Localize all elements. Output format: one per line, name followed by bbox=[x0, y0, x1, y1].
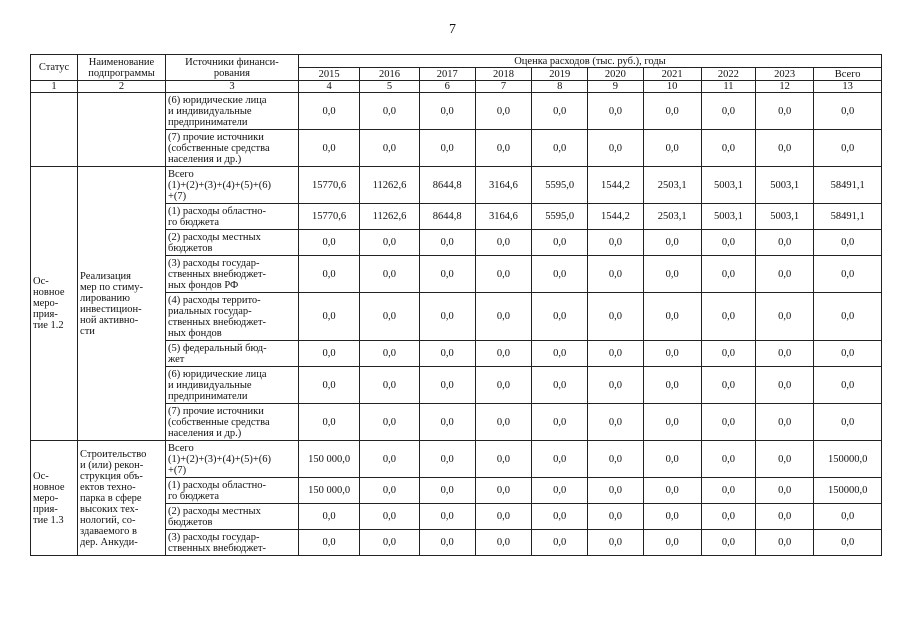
activity-status bbox=[31, 167, 78, 441]
total-value: 58491,1 bbox=[814, 167, 882, 204]
year-value: 0,0 bbox=[643, 93, 701, 130]
year-value: 15770,6 bbox=[298, 204, 359, 230]
column-index: 9 bbox=[588, 81, 643, 93]
table-row bbox=[31, 441, 882, 478]
year-value: 3164,6 bbox=[475, 167, 531, 204]
year-value: 0,0 bbox=[360, 230, 419, 256]
total-value: 150000,0 bbox=[814, 441, 882, 478]
total-value: 0,0 bbox=[814, 504, 882, 530]
year-value: 0,0 bbox=[475, 441, 531, 478]
year-value: 0,0 bbox=[475, 504, 531, 530]
year-value: 0,0 bbox=[701, 230, 755, 256]
activity-status bbox=[31, 441, 78, 556]
year-value: 0,0 bbox=[756, 256, 814, 293]
year-value: 0,0 bbox=[419, 404, 475, 441]
year-value: 0,0 bbox=[475, 367, 531, 404]
funding-source bbox=[165, 478, 298, 504]
funding-source bbox=[165, 441, 298, 478]
year-value: 8644,8 bbox=[419, 167, 475, 204]
year-value: 0,0 bbox=[701, 293, 755, 341]
year-value: 0,0 bbox=[419, 256, 475, 293]
year-value: 0,0 bbox=[643, 230, 701, 256]
year-value: 0,0 bbox=[419, 293, 475, 341]
year-value: 0,0 bbox=[360, 441, 419, 478]
year-value: 0,0 bbox=[701, 341, 755, 367]
year-value: 150 000,0 bbox=[298, 441, 359, 478]
year-value: 0,0 bbox=[532, 230, 588, 256]
activity-name bbox=[78, 93, 166, 167]
header-year: 2023 bbox=[756, 68, 814, 81]
year-value: 0,0 bbox=[298, 367, 359, 404]
year-value: 0,0 bbox=[419, 530, 475, 556]
year-value: 0,0 bbox=[701, 504, 755, 530]
year-value: 0,0 bbox=[588, 504, 643, 530]
header-year: 2022 bbox=[701, 68, 755, 81]
activity-name bbox=[78, 441, 166, 556]
funding-source bbox=[165, 504, 298, 530]
year-value: 0,0 bbox=[532, 404, 588, 441]
table-row bbox=[31, 93, 882, 130]
year-value: 0,0 bbox=[756, 130, 814, 167]
column-index: 11 bbox=[701, 81, 755, 93]
year-value: 0,0 bbox=[475, 530, 531, 556]
year-value: 0,0 bbox=[756, 441, 814, 478]
year-value: 0,0 bbox=[475, 478, 531, 504]
year-value: 0,0 bbox=[701, 530, 755, 556]
year-value: 0,0 bbox=[588, 93, 643, 130]
year-value: 0,0 bbox=[643, 341, 701, 367]
funding-source-text: (2) расходы местных бюджетов bbox=[167, 505, 261, 528]
column-index: 1 bbox=[31, 81, 78, 93]
year-value: 5003,1 bbox=[756, 167, 814, 204]
year-value: 0,0 bbox=[475, 230, 531, 256]
year-value: 0,0 bbox=[701, 256, 755, 293]
table-body bbox=[31, 93, 882, 556]
year-value: 0,0 bbox=[532, 441, 588, 478]
year-value: 0,0 bbox=[298, 130, 359, 167]
funding-source-text: (5) федеральный бюд- жет bbox=[167, 342, 267, 365]
year-value: 0,0 bbox=[360, 404, 419, 441]
year-value: 0,0 bbox=[701, 478, 755, 504]
year-value: 0,0 bbox=[756, 478, 814, 504]
total-value: 150000,0 bbox=[814, 478, 882, 504]
page-number: 7 bbox=[449, 22, 456, 37]
funding-source bbox=[165, 404, 298, 441]
year-value: 0,0 bbox=[475, 293, 531, 341]
year-value: 1544,2 bbox=[588, 167, 643, 204]
year-value: 0,0 bbox=[360, 530, 419, 556]
year-value: 0,0 bbox=[419, 441, 475, 478]
funding-source-text: (1) расходы областно- го бюджета bbox=[167, 205, 266, 228]
year-value: 5003,1 bbox=[701, 204, 755, 230]
year-value: 0,0 bbox=[475, 404, 531, 441]
year-value: 0,0 bbox=[532, 256, 588, 293]
year-value: 5003,1 bbox=[701, 167, 755, 204]
year-value: 0,0 bbox=[588, 367, 643, 404]
total-value: 0,0 bbox=[814, 130, 882, 167]
year-value: 0,0 bbox=[588, 293, 643, 341]
year-value: 0,0 bbox=[475, 256, 531, 293]
funding-source bbox=[165, 367, 298, 404]
table-row bbox=[31, 167, 882, 204]
year-value: 0,0 bbox=[360, 341, 419, 367]
year-value: 11262,6 bbox=[360, 204, 419, 230]
column-index: 4 bbox=[298, 81, 359, 93]
funding-source bbox=[165, 204, 298, 230]
year-value: 0,0 bbox=[588, 230, 643, 256]
header-year: 2019 bbox=[532, 68, 588, 81]
activity-status bbox=[31, 93, 78, 167]
year-value: 5595,0 bbox=[532, 204, 588, 230]
funding-source bbox=[165, 167, 298, 204]
year-value: 0,0 bbox=[360, 367, 419, 404]
funding-source bbox=[165, 130, 298, 167]
header-year: Всего bbox=[814, 68, 882, 81]
header-year: 2020 bbox=[588, 68, 643, 81]
year-value: 0,0 bbox=[643, 293, 701, 341]
year-value: 0,0 bbox=[298, 530, 359, 556]
year-value: 0,0 bbox=[475, 130, 531, 167]
header-year: 2018 bbox=[475, 68, 531, 81]
funding-source-text: Всего (1)+(2)+(3)+(4)+(5)+(6) +(7) bbox=[167, 442, 272, 476]
year-value: 0,0 bbox=[756, 404, 814, 441]
year-value: 0,0 bbox=[532, 367, 588, 404]
year-value: 0,0 bbox=[360, 293, 419, 341]
column-index: 2 bbox=[78, 81, 166, 93]
total-value: 0,0 bbox=[814, 530, 882, 556]
year-value: 0,0 bbox=[643, 404, 701, 441]
year-value: 0,0 bbox=[419, 504, 475, 530]
year-value: 0,0 bbox=[643, 367, 701, 404]
year-value: 0,0 bbox=[475, 93, 531, 130]
funding-source bbox=[165, 93, 298, 130]
year-value: 2503,1 bbox=[643, 167, 701, 204]
activity-name-text: Строительство и (или) рекон- струкция объ- ектов техно- парка в сфере высоких тех- нологий, со- здаваемого в дер. Анкуди- bbox=[80, 448, 147, 548]
year-value: 15770,6 bbox=[298, 167, 359, 204]
funding-source-text: Всего (1)+(2)+(3)+(4)+(5)+(6) +(7) bbox=[167, 168, 272, 202]
year-value: 0,0 bbox=[419, 230, 475, 256]
funding-source bbox=[165, 341, 298, 367]
total-value: 0,0 bbox=[814, 404, 882, 441]
column-index: 3 bbox=[165, 81, 298, 93]
year-value: 0,0 bbox=[643, 530, 701, 556]
year-value: 0,0 bbox=[419, 367, 475, 404]
column-index: 13 bbox=[814, 81, 882, 93]
year-value: 150 000,0 bbox=[298, 478, 359, 504]
funding-source-text: (3) расходы государ- ственных внебюджет- bbox=[167, 531, 267, 554]
total-value: 0,0 bbox=[814, 256, 882, 293]
column-index: 5 bbox=[360, 81, 419, 93]
year-value: 0,0 bbox=[756, 293, 814, 341]
year-value: 0,0 bbox=[419, 478, 475, 504]
column-index: 12 bbox=[756, 81, 814, 93]
year-value: 0,0 bbox=[475, 341, 531, 367]
funding-source-text: (6) юридические лица и индивидуальные предприниматели bbox=[167, 368, 267, 402]
year-value: 5595,0 bbox=[532, 167, 588, 204]
year-value: 0,0 bbox=[532, 293, 588, 341]
year-value: 0,0 bbox=[298, 256, 359, 293]
year-value: 0,0 bbox=[588, 478, 643, 504]
year-value: 0,0 bbox=[588, 256, 643, 293]
year-value: 0,0 bbox=[588, 404, 643, 441]
year-value: 0,0 bbox=[532, 478, 588, 504]
activity-status-text: Ос- новное меро- прия- тие 1.3 bbox=[33, 470, 65, 526]
year-value: 0,0 bbox=[360, 478, 419, 504]
year-value: 1544,2 bbox=[588, 204, 643, 230]
header-expense-estimate: Оценка расходов (тыс. руб.), годы bbox=[298, 55, 881, 68]
year-value: 0,0 bbox=[360, 93, 419, 130]
year-value: 8644,8 bbox=[419, 204, 475, 230]
year-value: 0,0 bbox=[643, 478, 701, 504]
column-index: 7 bbox=[475, 81, 531, 93]
total-value: 0,0 bbox=[814, 230, 882, 256]
year-value: 5003,1 bbox=[756, 204, 814, 230]
year-value: 0,0 bbox=[298, 341, 359, 367]
funding-source bbox=[165, 230, 298, 256]
year-value: 0,0 bbox=[532, 530, 588, 556]
header-status: Статус bbox=[31, 55, 78, 81]
year-value: 0,0 bbox=[701, 441, 755, 478]
funding-source-text: (7) прочие источники (собственные средства населения и др.) bbox=[167, 131, 270, 165]
year-value: 0,0 bbox=[419, 130, 475, 167]
column-index: 10 bbox=[643, 81, 701, 93]
year-value: 0,0 bbox=[419, 341, 475, 367]
year-value: 0,0 bbox=[701, 367, 755, 404]
year-value: 0,0 bbox=[756, 230, 814, 256]
header-subprogram-name: Наименование подпрограммы bbox=[78, 55, 166, 81]
total-value: 0,0 bbox=[814, 93, 882, 130]
year-value: 0,0 bbox=[756, 504, 814, 530]
year-value: 2503,1 bbox=[643, 204, 701, 230]
year-value: 11262,6 bbox=[360, 167, 419, 204]
header-year: 2021 bbox=[643, 68, 701, 81]
year-value: 0,0 bbox=[532, 93, 588, 130]
year-value: 0,0 bbox=[360, 130, 419, 167]
table-header bbox=[31, 55, 882, 93]
year-value: 0,0 bbox=[532, 341, 588, 367]
funding-source bbox=[165, 530, 298, 556]
year-value: 0,0 bbox=[588, 441, 643, 478]
header-funding-sources: Источники финанси-рования bbox=[165, 55, 298, 81]
year-value: 0,0 bbox=[701, 404, 755, 441]
year-value: 0,0 bbox=[701, 130, 755, 167]
column-index: 8 bbox=[532, 81, 588, 93]
year-value: 0,0 bbox=[298, 293, 359, 341]
total-value: 58491,1 bbox=[814, 204, 882, 230]
year-value: 3164,6 bbox=[475, 204, 531, 230]
year-value: 0,0 bbox=[643, 256, 701, 293]
total-value: 0,0 bbox=[814, 293, 882, 341]
year-value: 0,0 bbox=[360, 504, 419, 530]
header-year: 2015 bbox=[298, 68, 359, 81]
year-value: 0,0 bbox=[643, 504, 701, 530]
year-value: 0,0 bbox=[756, 367, 814, 404]
total-value: 0,0 bbox=[814, 341, 882, 367]
column-index: 6 bbox=[419, 81, 475, 93]
year-value: 0,0 bbox=[588, 130, 643, 167]
year-value: 0,0 bbox=[643, 130, 701, 167]
activity-name bbox=[78, 167, 166, 441]
year-value: 0,0 bbox=[298, 93, 359, 130]
funding-source-text: (6) юридические лица и индивидуальные предприниматели bbox=[167, 94, 267, 128]
activity-name-text: Реализация мер по стиму- лированию инвестицион- ной активно- сти bbox=[80, 270, 143, 337]
year-value: 0,0 bbox=[588, 341, 643, 367]
funding-source-text: (2) расходы местных бюджетов bbox=[167, 231, 261, 254]
year-value: 0,0 bbox=[756, 341, 814, 367]
total-value: 0,0 bbox=[814, 367, 882, 404]
year-value: 0,0 bbox=[643, 441, 701, 478]
header-year: 2017 bbox=[419, 68, 475, 81]
year-value: 0,0 bbox=[532, 130, 588, 167]
year-value: 0,0 bbox=[360, 256, 419, 293]
budget-table bbox=[30, 54, 882, 556]
year-value: 0,0 bbox=[588, 530, 643, 556]
header-year: 2016 bbox=[360, 68, 419, 81]
year-value: 0,0 bbox=[532, 504, 588, 530]
year-value: 0,0 bbox=[419, 93, 475, 130]
funding-source-text: (1) расходы областно- го бюджета bbox=[167, 479, 266, 502]
year-value: 0,0 bbox=[756, 530, 814, 556]
activity-status-text: Ос- новное меро- прия- тие 1.2 bbox=[33, 276, 65, 331]
funding-source bbox=[165, 293, 298, 341]
year-value: 0,0 bbox=[701, 93, 755, 130]
funding-source bbox=[165, 256, 298, 293]
year-value: 0,0 bbox=[298, 230, 359, 256]
funding-source-text: (7) прочие источники (собственные средства населения и др.) bbox=[167, 405, 270, 439]
year-value: 0,0 bbox=[298, 504, 359, 530]
funding-source-text: (3) расходы государ- ственных внебюджет- ных фондов РФ bbox=[167, 257, 267, 291]
funding-source-text: (4) расходы террито- риальных государ- ственных внебюджет- ных фондов bbox=[167, 294, 267, 339]
year-value: 0,0 bbox=[298, 404, 359, 441]
year-value: 0,0 bbox=[756, 93, 814, 130]
